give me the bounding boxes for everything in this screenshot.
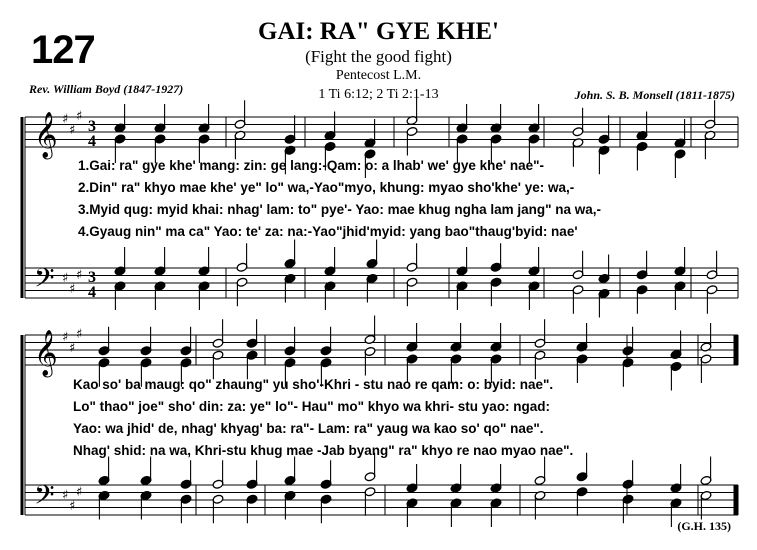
lyric-line-2-verse-1: Kao so' ba maug: qo" zhaung" yu sho'-Khri - stu nao re qam: o: byid: nae". (73, 377, 554, 392)
bass-clef-icon: 𝄢 (34, 262, 55, 300)
key-signature-sharp: ♯ (69, 341, 76, 356)
key-signature-sharp: ♯ (62, 488, 69, 503)
key-signature-sharp: ♯ (69, 282, 76, 297)
key-signature-sharp: ♯ (62, 112, 69, 127)
lyric-line-2-verse-3: Yao: wa jhid' de, nhag' khyag' ba: ra"- Lam: ra" yaug wa kao so' qo" nae". (73, 421, 544, 436)
composer-credit: Rev. William Boyd (1847-1927) (29, 82, 184, 96)
time-signature: 4 (88, 133, 96, 150)
lyric-line-1-verse-2: 2.Din" ra" khyo mae khe' ye" lo" wa,-Yao"myo, khung: myao sho'khe' ye: wa,- (78, 180, 575, 195)
bass-clef-icon: 𝄢 (34, 479, 55, 517)
treble-clef-icon: 𝄞 (34, 112, 58, 158)
key-signature-sharp: ♯ (62, 330, 69, 345)
key-signature-sharp: ♯ (69, 123, 76, 138)
time-signature: 3 (88, 118, 96, 135)
lyric-line-2-verse-2: Lo" thao" joe" sho' din: za: ye" lo"- Hau" mo" khyo wa khri- stu yao: ngad: (73, 399, 551, 414)
scripture-reference: 1 Ti 6:12; 2 Ti 2:1-13 (318, 87, 439, 102)
hymn-subtitle: (Fight the good fight) (305, 47, 452, 66)
key-signature-sharp: ♯ (62, 271, 69, 286)
hymn-number: 127 (31, 28, 95, 72)
key-signature-sharp: ♯ (76, 268, 83, 283)
lyric-line-1-verse-1: 1.Gai: ra" gye khe' mang: zin: ge lang:-Qam: o: a lhab' we' gye khe' nae"- (78, 158, 544, 173)
tune-name: Pentecost L.M. (335, 68, 422, 83)
key-signature-sharp: ♯ (76, 109, 83, 124)
time-signature: 3 (88, 269, 96, 286)
treble-clef-icon: 𝄞 (34, 330, 58, 376)
lyric-line-1-verse-3: 3.Myid qug: myid khai: nhag' lam: to" pye'- Yao: mae khug ngha lam jang" na wa,- (78, 202, 602, 217)
hymn-title: GAI: RA" GYE KHE' (258, 18, 499, 45)
key-signature-sharp: ♯ (76, 485, 83, 500)
key-signature-sharp: ♯ (76, 327, 83, 342)
lyric-line-2-verse-4: Nhag' shid: na wa, Khri-stu khug mae -Jab byang" ra" khyo re nao myao nae". (73, 443, 574, 458)
lyric-line-1-verse-4: 4.Gyaug nin" ma ca" Yao: te' za: na:-Yao"jhid'myid: yang bao"thaug'byid: nae' (78, 224, 578, 239)
time-signature: 4 (88, 284, 96, 301)
author-credit: John. S. B. Monsell (1811-1875) (574, 88, 735, 102)
key-signature-sharp: ♯ (69, 499, 76, 514)
source-reference: (G.H. 135) (677, 519, 731, 533)
